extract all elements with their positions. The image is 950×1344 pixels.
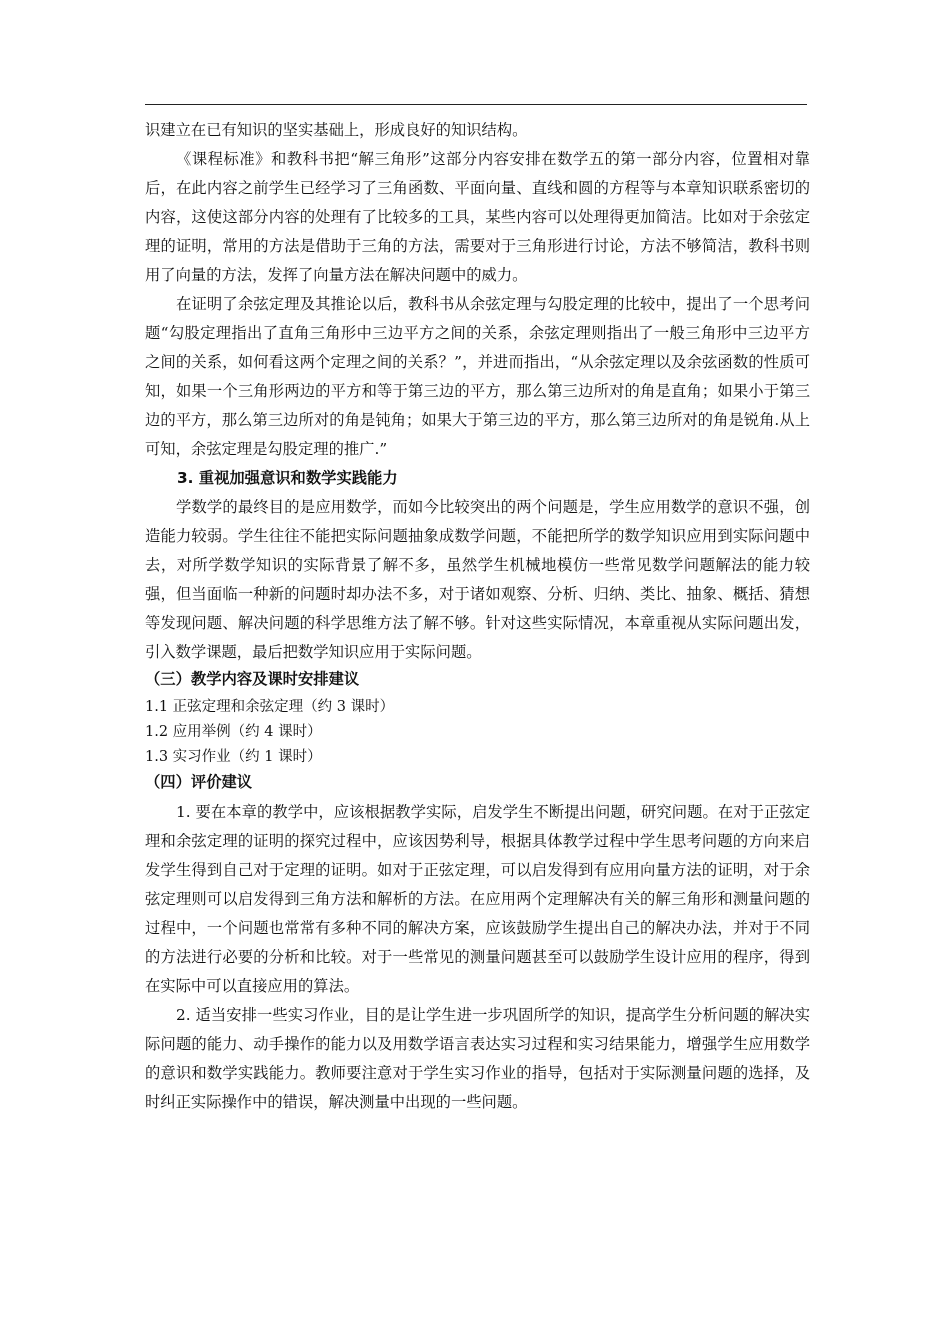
paragraph-curriculum: 《课程标准》和教科书把“解三角形”这部分内容安排在数学五的第一部分内容，位置相对靠后，在此内容之前学生已经学习了三角函数、平面向量、直线和圆的方程等与本章知识联系密切的内容，这使这部分内容的处理有了比较多的工具，某些内容可以处理得更加简洁。比如对于余弦定理的证明，常用的方法是借助于三角的方法，需要对于三角形进行讨论，方法不够简洁，教科书则用了向量的方法，发挥了向量方法在解决问题中的威力。 — [145, 150, 810, 284]
evaluation-item-2: 2. 适当安排一些实习作业，目的是让学生进一步巩固所学的知识，提高学生分析问题的解决实际问题的能力、动手操作的能力以及用数学语言表达实习过程和实习结果能力，增强学生应用数学的意识和数学实践能力。教师要注意对于学生实习作业的指导，包括对于实际测量问题的选择，及时纠正实际操作中的错误，解决测量中出现的一些问题。 — [145, 1006, 810, 1111]
header-rule — [145, 104, 807, 105]
section-three-heading: （三）教学内容及课时安排建议 — [145, 670, 360, 688]
schedule-item: 1.3 实习作业（约 1 课时） — [145, 749, 322, 765]
heading-practice-ability: 3. 重视加强意识和数学实践能力 — [177, 469, 398, 487]
paragraph-application: 学数学的最终目的是应用数学，而如今比较突出的两个问题是，学生应用数学的意识不强，创造能力较弱。学生往往不能把实际问题抽象成数学问题，不能把所学的数学知识应用到实际问题中去，对所学数学知识的实际背景了解不多，虽然学生机械地模仿一些常见数学问题解法的能力较强，但当面临一种新的问题时却办法不多，对于诸如观察、分析、归纳、类比、抽象、概括、猜想等发现问题、解决问题的科学思维方法了解不够。针对这些实际情况，本章重视从实际问题出发，引入数学课题，最后把数学知识应用于实际问题。 — [145, 498, 810, 661]
document-body — [145, 116, 810, 1117]
schedule-item: 1.1 正弦定理和余弦定理（约 3 课时） — [145, 699, 395, 715]
evaluation-item-1: 1. 要在本章的教学中，应该根据教学实际，启发学生不断提出问题，研究问题。在对于正弦定理和余弦定理的证明的探究过程中，应该因势利导，根据具体教学过程中学生思考问题的方向来启发学生得到自己对于定理的证明。如对于正弦定理，可以启发得到有应用向量方法的证明，对于余弦定理则可以启发得到三角方法和解析的方法。在应用两个定理解决有关的解三角形和测量问题的过程中，一个问题也常常有多种不同的解决方案，应该鼓励学生提出自己的解决办法，并对于不同的方法进行必要的分析和比较。对于一些常见的测量问题甚至可以鼓励学生设计应用的程序，得到在实际中可以直接应用的算法。 — [145, 803, 810, 995]
schedule-item: 1.2 应用举例（约 4 课时） — [145, 724, 322, 740]
paragraph-cosine-theorem: 在证明了余弦定理及其推论以后，教科书从余弦定理与勾股定理的比较中，提出了一个思考问题“勾股定理指出了直角三角形中三边平方之间的关系，余弦定理则指出了一般三角形中三边平方之间的关系，如何看这两个定理之间的关系？”，并进而指出，“从余弦定理以及余弦函数的性质可知，如果一个三角形两边的平方和等于第三边的平方，那么第三边所对的角是直角；如果小于第三边的平方，那么第三边所对的角是钝角；如果大于第三边的平方，那么第三边所对的角是锐角.从上可知，余弦定理是勾股定理的推广.” — [145, 295, 810, 458]
paragraph-continued: 识建立在已有知识的坚实基础上，形成良好的知识结构。 — [145, 121, 528, 139]
section-four-heading: （四）评价建议 — [145, 773, 253, 791]
